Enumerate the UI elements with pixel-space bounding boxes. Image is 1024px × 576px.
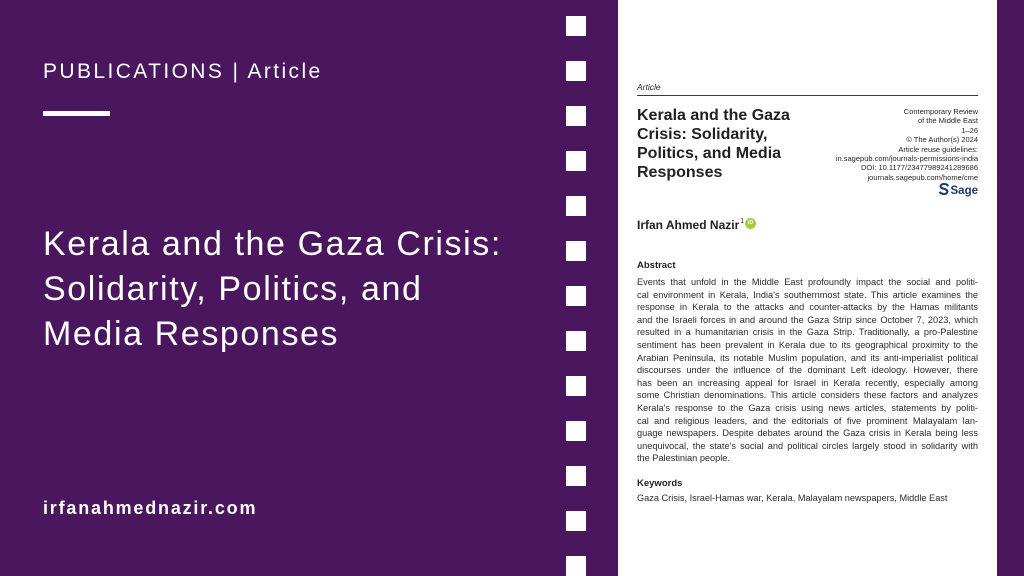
author-name: Irfan Ahmed Nazir [637, 218, 740, 232]
abstract-body [637, 276, 978, 465]
abstract-line: guage newspapers. Despite debates around the Gaza crisis in Kerala being less [637, 428, 978, 439]
film-strip-hole [566, 511, 586, 531]
journal-meta-line: Article reuse guidelines: [898, 144, 978, 154]
paper-title-line: Crisis: Solidarity, [637, 126, 768, 143]
abstract-line: cal environment in Kerala, India’s southernmost state. This article examines the [637, 289, 978, 300]
journal-metadata [836, 107, 978, 182]
keywords-text: Gaza Crisis, Israel-Hamas war, Kerala, Malayalam newspapers, Middle East [637, 493, 948, 503]
paper-title [637, 106, 837, 182]
category-label: PUBLICATIONS | Article [43, 60, 323, 83]
journal-meta-line: © The Author(s) 2024 [906, 135, 978, 145]
paper-title-line: Politics, and Media [637, 145, 782, 162]
abstract-line: unequivocal, the state’s social and political circles largely stood in solidarity with [637, 440, 978, 451]
publisher-logo [939, 184, 979, 198]
film-strip-hole [566, 421, 586, 441]
film-strip-hole [566, 286, 586, 306]
abstract-line: some Christian denominations. This article considers these factors and analyzes [637, 390, 978, 401]
film-strip-hole [566, 241, 586, 261]
abstract-line: resulted in a humanitarian crisis in the Gaza Strip. Traditionally, a pro-Palestine [637, 327, 978, 338]
film-strip-hole [566, 331, 586, 351]
film-strip [566, 0, 586, 576]
journal-meta-line: DOI: 10.1177/23477989241289686 [860, 163, 978, 173]
publisher-name: Sage [950, 185, 978, 197]
journal-meta-line: of the Middle East [917, 116, 978, 126]
keywords-heading: Keywords [637, 478, 683, 489]
abstract-line: Arabian Peninsula, its notable Muslim population, and its anti-imperialist political [637, 352, 978, 363]
film-strip-hole [566, 151, 586, 171]
paper-page [618, 0, 997, 576]
paper-title-line: Kerala and the Gaza [637, 107, 790, 124]
abstract-line: has been an increasing appeal for Israel in Kerala recently, especially among [637, 377, 978, 388]
paper-title-line: Responses [637, 164, 723, 181]
sage-s-icon-shape [939, 183, 949, 195]
orcid-icon [745, 218, 756, 229]
banner-title-line: Kerala and the Gaza Crisis: [43, 225, 502, 263]
film-strip-hole [566, 376, 586, 396]
abstract-line: the Palestinian people. [637, 453, 730, 464]
film-strip-hole [566, 16, 586, 36]
journal-meta-line: 1–26 [961, 125, 978, 135]
article-type-label: Article [637, 82, 661, 92]
film-strip-hole [566, 196, 586, 216]
film-strip-hole [566, 556, 586, 576]
abstract-line: discourses under the influence of the dominant Left ideology. However, there [637, 365, 978, 376]
journal-meta-line: journals.sagepub.com/home/cme [867, 172, 978, 182]
orcid-icon-label: iD [747, 220, 754, 226]
film-strip-hole [566, 106, 586, 126]
abstract-heading: Abstract [637, 260, 676, 271]
film-strip-hole [566, 61, 586, 81]
banner-title-line: Solidarity, Politics, and [43, 270, 423, 308]
category-underline [43, 111, 110, 116]
abstract-line: response in Kerala to the attacks and counter-attacks by the Hamas militants [637, 302, 978, 313]
journal-meta-line: Contemporary Review [903, 107, 978, 116]
abstract-line: Events that unfold in the Middle East profoundly impact the social and politi- [637, 277, 978, 287]
banner-title-line: Media Responses [43, 315, 340, 353]
abstract-line: and the Israeli forces in and around the Gaza Strip since October 7, 2023, which [637, 314, 978, 325]
abstract-line: Kerala’s response to the Gaza crisis using news articles, statements by politi- [637, 402, 978, 413]
author-line [637, 217, 756, 233]
abstract-line: cal and religious leaders, and the editorials of five prominent Malayalam lan- [637, 415, 978, 426]
sage-s-icon [939, 182, 949, 200]
banner-title [43, 222, 553, 357]
affiliation-marker: 1 [740, 218, 745, 225]
film-strip-hole [566, 466, 586, 486]
journal-meta-line: in.sagepub.com/journals-permissions-india [835, 154, 978, 164]
website-url: irfanahmednazir.com [43, 498, 258, 518]
abstract-line: sentiment has been prevalent in Kerala due to its geographical proximity to the [637, 339, 978, 350]
header-rule [637, 95, 978, 96]
